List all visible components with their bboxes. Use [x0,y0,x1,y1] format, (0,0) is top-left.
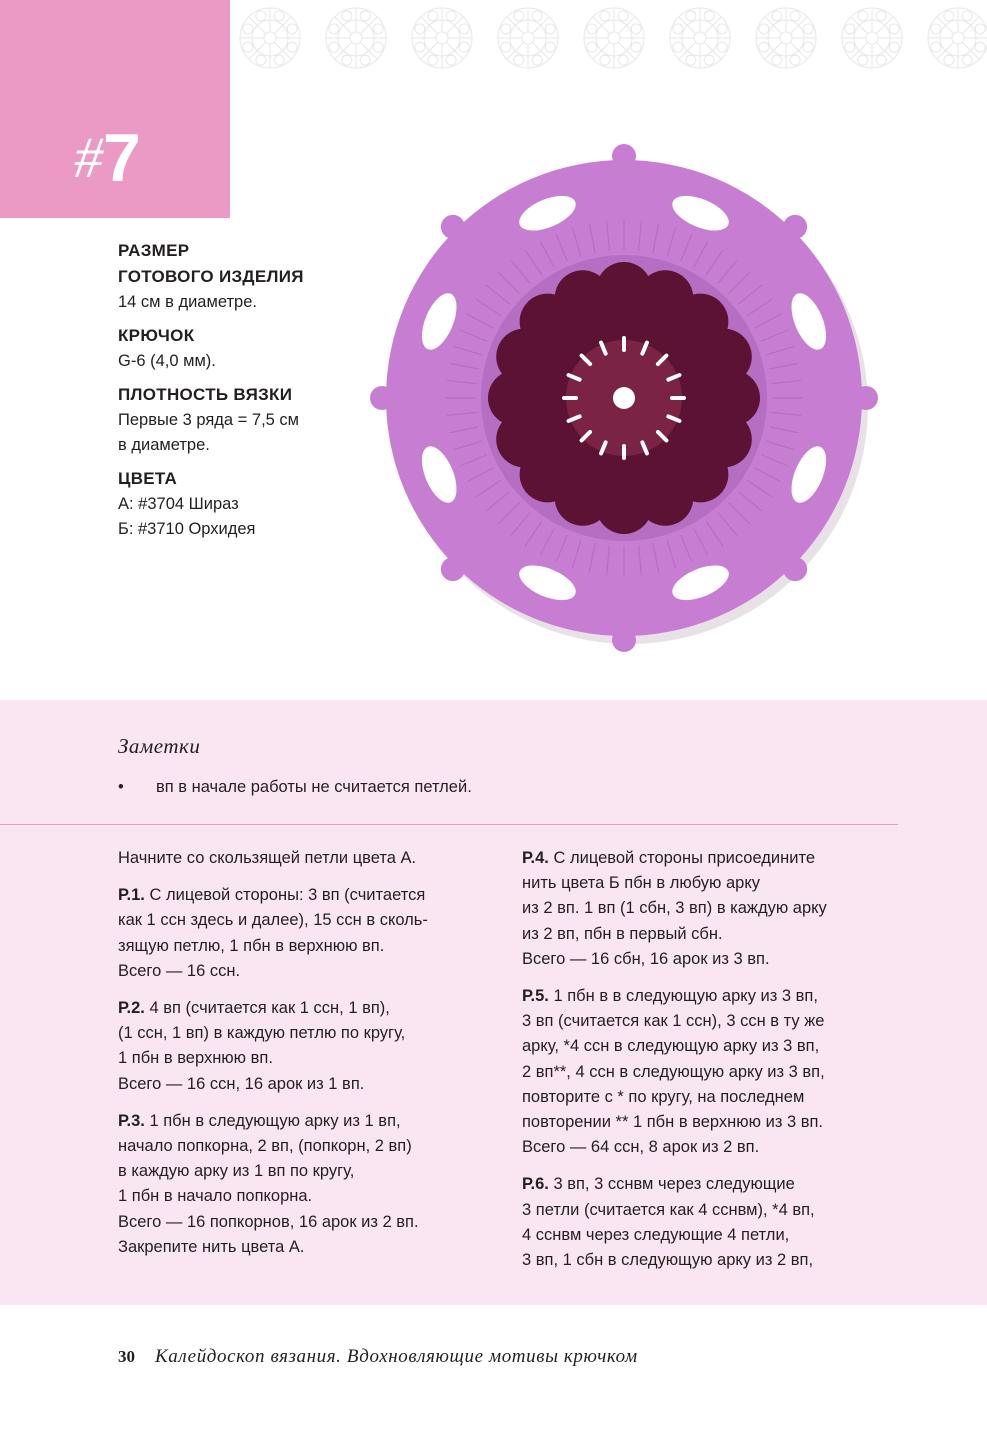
row-line: из 2 вп, пбн в первый сбн. [522,924,723,943]
lace-rosette [240,8,300,68]
row-line: 2 вп**, 4 ссн в следующую арку из 3 вп, [522,1062,825,1081]
row-line: Всего — 64 ссн, 8 арок из 2 вп. [522,1138,760,1157]
row-line: 1 пбн в в следующую арку из 3 вп, [548,987,818,1006]
row-line: 4 вп (считается как 1 ссн, 1 вп), [144,999,390,1018]
notes-divider [0,824,898,825]
lace-rosette [670,8,730,68]
instructions-right-column [522,846,902,1285]
lace-rosette [326,8,386,68]
row-label: Р.3. [118,1111,145,1130]
lace-rosette [412,8,472,68]
spec-value: Б: #3710 Орхидея [118,520,256,538]
lace-rosette [584,8,644,68]
row-line: 3 вп (считается как 1 ссн), 3 ссн в ту же [522,1012,825,1031]
row-line: как 1 ссн здесь и далее), 15 ссн в сколь- [118,911,428,930]
motif-center-hole [613,387,635,409]
page-footer [118,1346,638,1368]
specs-block [118,238,358,542]
notes-item-text: вп в начале работы не считается петлей. [156,778,472,796]
row-line: Всего — 16 ссн. [118,961,241,980]
row-line: 4 сснвм через следующие 4 петли, [522,1225,790,1244]
lace-rosette [842,8,902,68]
spec-value: Первые 3 ряда = 7,5 см [118,411,300,429]
pattern-number [74,118,141,198]
row-line: Всего — 16 ссн, 16 арок из 1 вп. [118,1074,365,1093]
notes-item [118,775,472,799]
spec-value: 14 см в диаметре. [118,293,257,311]
pattern-number-hash: # [74,125,103,190]
row-line: (1 ссн, 1 вп) в каждую петлю по кругу, [118,1024,406,1043]
spec-colors [118,466,358,542]
row-label: Р.1. [118,886,145,905]
row-line: 3 вп, 1 сбн в следующую арку из 2 вп, [522,1251,814,1270]
spec-hook [118,323,358,374]
pattern-number-block [0,0,230,218]
row-line: Всего — 16 сбн, 16 арок из 3 вп. [522,949,770,968]
row-line: 1 пбн в начало попкорна. [118,1187,313,1206]
row-label: Р.4. [522,849,549,867]
spec-size [118,238,358,315]
instructions-left-column [118,846,488,1272]
spec-heading: РАЗМЕР [118,241,190,260]
lace-rosette [928,8,987,68]
row-label: Р.2. [118,999,145,1018]
crochet-motif-photo [348,128,900,668]
row-line: Начните со скользящей петли цвета А. [118,849,417,867]
row-line: 1 пбн в следующую арку из 1 вп, [144,1111,401,1130]
row-line: в каждую арку из 1 вп по кругу, [118,1162,355,1181]
spec-gauge [118,382,358,458]
spec-heading: ЦВЕТА [118,469,178,488]
lace-pattern-band [230,0,987,105]
row-paragraph [118,883,488,984]
row-line: 1 пбн в верхнюю вп. [118,1049,273,1068]
notes-title: Заметки [118,734,201,758]
row-paragraph [522,1172,902,1273]
book-title: Калейдоскоп вязания. Вдохновляющие мотивы крючком [155,1346,638,1367]
pattern-number-digit: 7 [103,120,141,196]
row-line: Всего — 16 попкорнов, 16 арок из 2 вп. [118,1212,419,1231]
row-line: Закрепите нить цвета А. [118,1237,305,1256]
row-line: арку, *4 ссн в следующую арку из 3 вп, [522,1037,820,1056]
row-line: 3 вп, 3 сснвм через следующие [548,1175,795,1194]
row-label: Р.5. [522,987,549,1006]
bullet-icon: • [118,778,124,796]
spec-value: А: #3704 Шираз [118,495,239,513]
row-paragraph [118,846,488,871]
spec-value: в диаметре. [118,436,210,454]
row-paragraph [118,996,488,1097]
row-line: нить цвета Б пбн в любую арку [522,874,761,893]
row-line: зящую петлю, 1 пбн в верхнюю вп. [118,936,385,955]
row-paragraph [522,984,902,1160]
row-paragraph [522,846,902,972]
row-line: начало попкорна, 2 вп, (попкорн, 2 вп) [118,1137,412,1156]
spec-heading: ГОТОВОГО ИЗДЕЛИЯ [118,267,304,286]
row-line: 3 петли (считается как 4 сснвм), *4 вп, [522,1200,815,1219]
spec-heading: КРЮЧОК [118,326,195,345]
spec-heading: ПЛОТНОСТЬ ВЯЗКИ [118,385,293,404]
lace-rosette [498,8,558,68]
lace-rosette [756,8,816,68]
row-paragraph [118,1109,488,1260]
spec-value: G-6 (4,0 мм). [118,352,216,370]
page-number: 30 [118,1347,135,1366]
row-line: С лицевой стороны: 3 вп (считается [144,886,426,905]
row-label: Р.6. [522,1175,549,1194]
row-line: повторении ** 1 пбн в верхнюю из 3 вп. [522,1113,824,1132]
row-line: повторите с * по кругу, на последнем [522,1087,805,1106]
row-line: С лицевой стороны присоедините [548,849,816,867]
row-line: из 2 вп. 1 вп (1 сбн, 3 вп) в каждую арку [522,899,827,918]
